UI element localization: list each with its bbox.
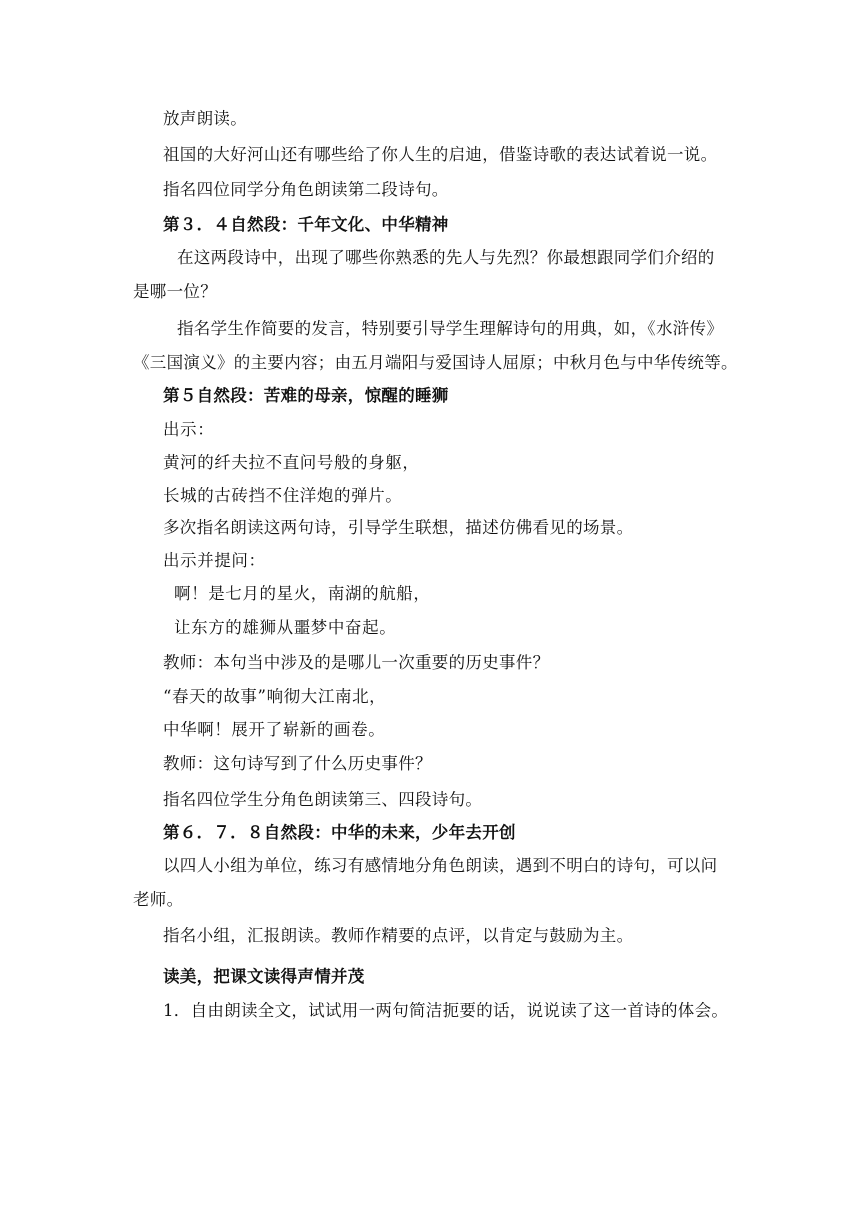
poem-line: 长城的古砖挡不住洋炮的弹片。 [163, 486, 403, 505]
paragraph-text: 老师。 [133, 890, 184, 909]
paragraph-text: 在这两段诗中，出现了哪些你熟悉的先人与先烈？你最想跟同学们介绍的 [177, 248, 715, 267]
paragraph-text: 多次指名朗读这两句诗，引导学生联想，描述仿佛看见的场景。 [163, 518, 634, 537]
paragraph-text: 放声朗读。 [163, 109, 247, 128]
poem-line: 黄河的纤夫拉不直问号般的身躯， [163, 453, 420, 472]
paragraph-text: 1．自由朗读全文，试试用一两句简洁扼要的话，说说读了这一首诗的体会。 [163, 1001, 729, 1020]
paragraph-text: 祖国的大好河山还有哪些给了你人生的启迪，借鉴诗歌的表达试着说一说。 [163, 145, 718, 164]
paragraph-text: 出示： [163, 420, 215, 439]
paragraph-text: 指名学生作简要的发言，特别要引导学生理解诗句的用典，如，《水浒传》 [177, 319, 724, 338]
poem-line: 中华啊！展开了崭新的画卷。 [163, 720, 386, 739]
section-heading: 第３．４自然段：千年文化、中华精神 [163, 215, 449, 234]
paragraph-text: 教师：这句诗写到了什么历史事件？ [163, 754, 432, 773]
paragraph-text: 教师：本句当中涉及的是哪儿一次重要的历史事件？ [163, 653, 550, 672]
section-heading: 读美，把课文读得声情并茂 [163, 967, 365, 986]
paragraph-text: 以四人小组为单位，练习有感情地分角色朗读，遇到不明白的诗句，可以问 [163, 856, 718, 875]
section-heading: 第５自然段：苦难的母亲，惊醒的睡狮 [163, 386, 449, 405]
paragraph-text: 是哪一位？ [133, 282, 217, 301]
paragraph-text: 指名四位同学分角色朗读第二段诗句。 [163, 180, 449, 199]
section-heading: 第６．７．８自然段：中华的未来，少年去开创 [163, 823, 516, 842]
paragraph-text: 出示并提问： [163, 551, 266, 570]
paragraph-text: 指名小组，汇报朗读。教师作精要的点评，以肯定与鼓励为主。 [163, 926, 634, 945]
poem-line: “春天的故事”响彻大江南北， [163, 687, 387, 706]
paragraph-text: 指名四位学生分角色朗读第三、四段诗句。 [163, 790, 483, 809]
poem-line: 让东方的雄狮从噩梦中奋起。 [174, 618, 397, 637]
paragraph-text: 《三国演义》的主要内容；由五月端阳与爱国诗人屈原；中秋月色与中华传统等。 [133, 353, 738, 372]
poem-line: 啊！是七月的星火，南湖的航船， [174, 584, 431, 603]
